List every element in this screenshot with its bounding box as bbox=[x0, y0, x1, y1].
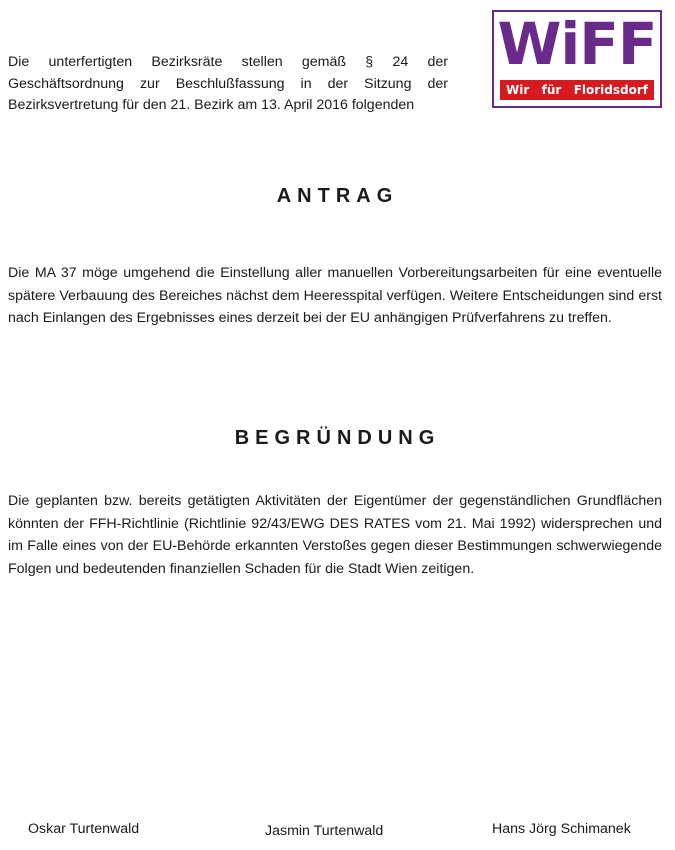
antrag-heading: ANTRAG bbox=[276, 185, 399, 207]
begruendung-text: Die geplanten bzw. bereits getätigten Aktivitäten der Eigentümer der gegenständlichen Grundflächen könnten der FFH-Richtlinie (Richtlinie 92/43/EWG DES RATES vom 21. Mai 1992) widersprechen und im Falle eines von der EU-Behörde erkannten Verstoßes gegen dieser Bestimmungen schwerwiegende Folgen und bedeutenden finanziellen Schaden für die Stadt Wien zeitigen. bbox=[8, 493, 662, 577]
logo-wordmark: WiFF bbox=[497, 10, 657, 78]
signature-3: Hans Jörg Schimanek bbox=[492, 821, 631, 837]
logo-tagline-fuer: für bbox=[541, 83, 562, 97]
signature-1: Oskar Turtenwald bbox=[28, 821, 140, 837]
wiff-logo bbox=[492, 10, 662, 108]
signature-2: Jasmin Turtenwald bbox=[265, 823, 384, 839]
begruendung-heading: BEGRÜNDUNG bbox=[234, 427, 441, 449]
logo-tagline-wir: Wir bbox=[506, 83, 530, 97]
logo-tagline-floridsdorf: Floridsdorf bbox=[573, 83, 648, 97]
intro-text: Die unterfertigten Bezirksräte stellen gemäß § 24 der Geschäftsordnung zur Beschlußfassung in der Sitzung der Bezirksvertretung für den 21. Bezirk am 13. April 2016 folgenden bbox=[8, 54, 448, 113]
antrag-text: Die MA 37 möge umgehend die Einstellung aller manuellen Vorbereitungsarbeiten für eine eventuelle spätere Verbauung des Bereiches nächst dem Heeresspital verfügen. Weitere Entscheidungen sind erst nach Einlangen des Ergebnisses eines derzeit bei der EU anhängigen Prüfverfahrens zu treffen. bbox=[8, 265, 662, 326]
logo-tagline-bar bbox=[500, 80, 654, 100]
